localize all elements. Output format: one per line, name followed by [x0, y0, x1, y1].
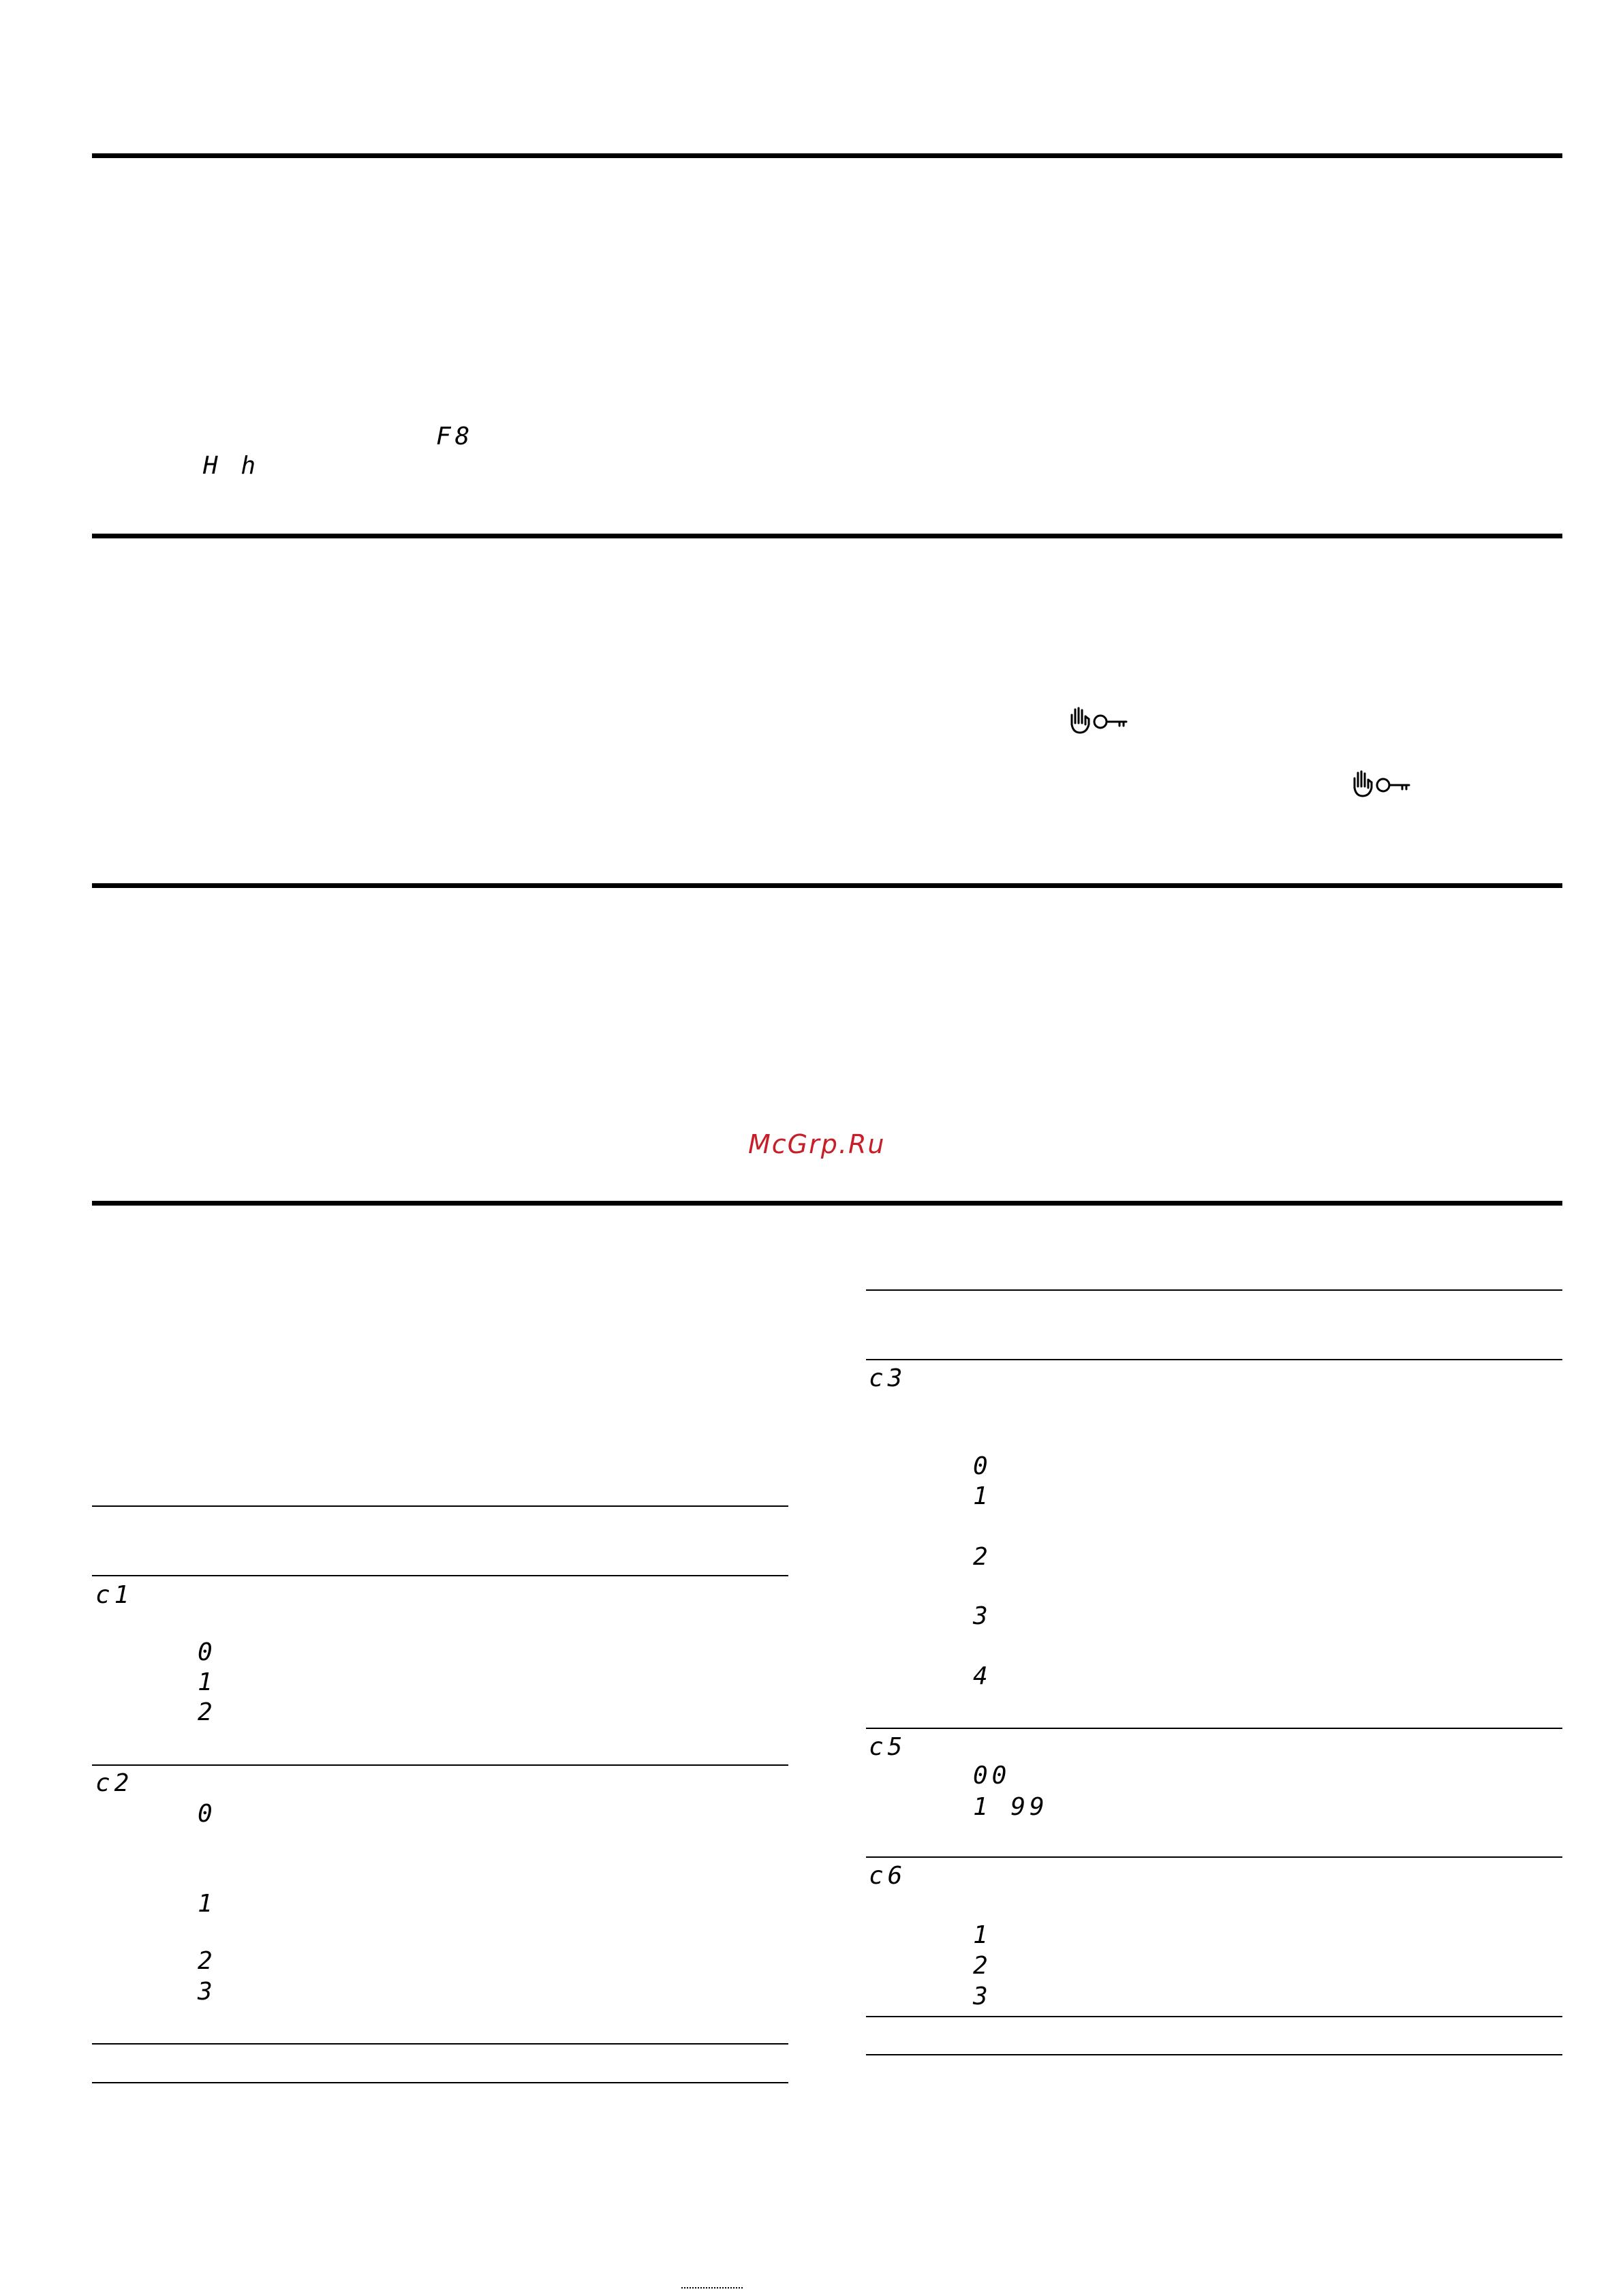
right-table-header-rule	[866, 1359, 1562, 1360]
left-table-header-rule	[92, 1575, 788, 1576]
setting-code-c6: c6	[869, 1862, 907, 1890]
setting-option: 00	[973, 1762, 1011, 1790]
setting-code-c5: c5	[869, 1733, 907, 1761]
right-table-top-rule	[866, 1289, 1562, 1291]
left-table-top-rule	[92, 1505, 788, 1507]
setting-code-c1: c1	[95, 1581, 134, 1609]
hand-key-lock-icon	[1349, 769, 1412, 799]
right-table-row-rule	[866, 1728, 1562, 1729]
setting-option: 3	[973, 1983, 992, 2010]
watermark-text: McGrp.Ru	[748, 1129, 886, 1159]
setting-option: 2	[973, 1952, 992, 1980]
setting-option: 1 99	[973, 1793, 1049, 1821]
setting-option: 4	[973, 1662, 992, 1690]
setting-option: 0	[198, 1800, 217, 1828]
setting-option: 2	[973, 1543, 992, 1571]
setting-option: 2	[198, 1698, 217, 1726]
section-divider-1	[92, 153, 1562, 158]
setting-option: 2	[198, 1947, 217, 1975]
setting-option: 1	[198, 1890, 217, 1918]
display-code-hh: H h	[203, 452, 260, 480]
setting-option: 1	[973, 1921, 992, 1949]
right-table-end-rule	[866, 2016, 1562, 2017]
right-table-row-rule	[866, 1856, 1562, 1858]
setting-option: 3	[973, 1602, 992, 1630]
setting-option: 0	[198, 1638, 217, 1666]
display-code-f8: F8	[436, 423, 474, 450]
page-footer-marks	[681, 2287, 743, 2294]
left-table-end-rule	[92, 2043, 788, 2045]
setting-option: 0	[973, 1452, 992, 1480]
setting-option: 3	[198, 1978, 217, 2006]
setting-code-c2: c2	[95, 1769, 134, 1797]
setting-code-c3: c3	[869, 1364, 907, 1392]
hand-key-lock-icon	[1066, 705, 1129, 735]
section-divider-2	[92, 534, 1562, 538]
setting-option: 1	[973, 1482, 992, 1510]
section-divider-4	[92, 1201, 1562, 1206]
left-table-bottom-rule	[92, 2082, 788, 2083]
right-table-bottom-rule	[866, 2054, 1562, 2055]
setting-option: 1	[198, 1668, 217, 1696]
left-table-row-rule	[92, 1764, 788, 1766]
section-divider-3	[92, 883, 1562, 888]
